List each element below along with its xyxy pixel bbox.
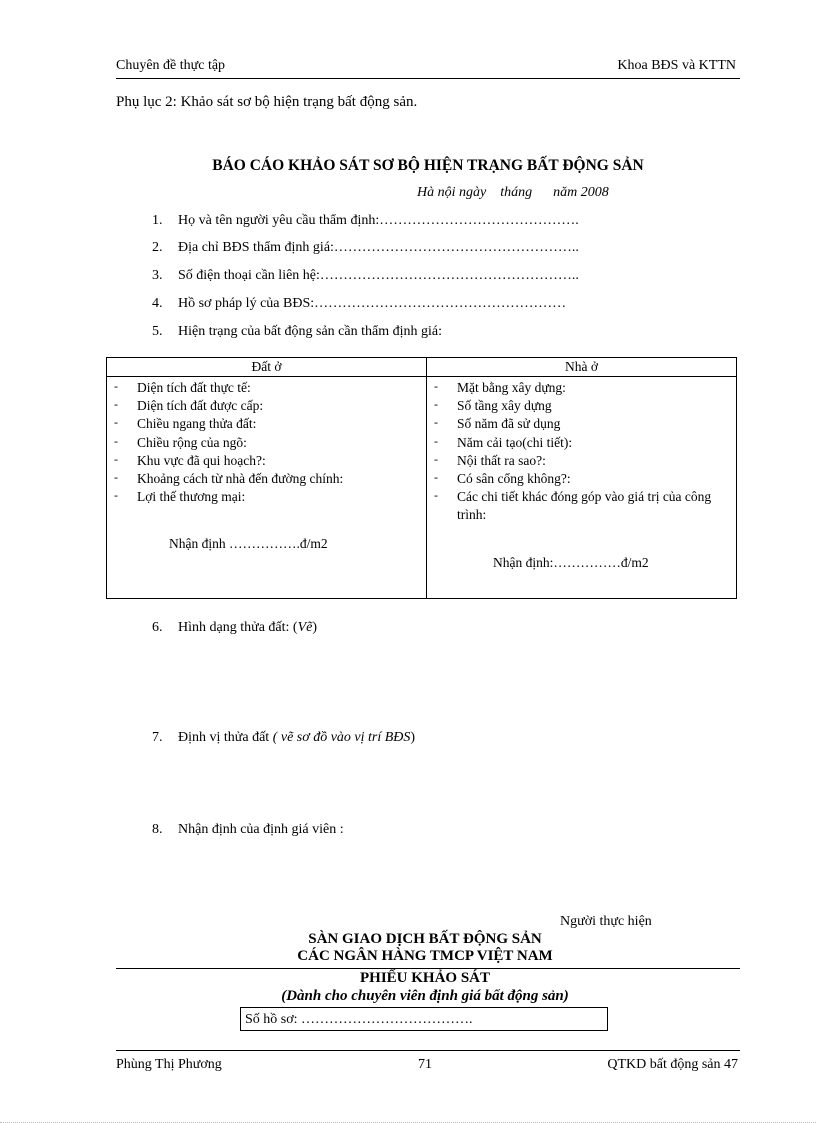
survey-form-subtitle: (Dành cho chuyên viên định giá bất động sản) — [281, 988, 569, 1004]
house-item-text: Số năm đã sử dụng — [457, 416, 561, 432]
item-number: 8. — [152, 822, 163, 837]
land-item-text: Khu vực đã qui hoạch?: — [137, 452, 266, 468]
land-item-text: Lợi thế thương mại: — [137, 489, 246, 505]
list-item — [107, 488, 426, 506]
list-item — [107, 415, 426, 433]
item-number: 6. — [152, 620, 163, 635]
list-item — [107, 434, 426, 452]
item-number: 3. — [152, 268, 163, 283]
item-text: Định vị thửa đất — [178, 730, 273, 745]
bullet-dash: - — [114, 451, 118, 466]
file-number-box: Số hồ sơ: ………………………………. — [240, 1007, 608, 1031]
bank-name: CÁC NGÂN HÀNG TMCP VIỆT NAM — [297, 948, 553, 964]
land-conclusion: Nhận định …………….đ/m2 — [169, 536, 328, 552]
bullet-dash: - — [434, 433, 438, 448]
table-cell-house — [427, 377, 737, 599]
bullet-dash: - — [114, 488, 118, 503]
signer-label: Người thực hiện — [560, 914, 652, 929]
land-item-text: Chiều rộng của ngõ: — [137, 434, 247, 450]
item-text: Hiện trạng của bất động sản cần thẩm định giá: — [178, 324, 442, 339]
header-right: Khoa BĐS và KTTN — [617, 58, 736, 73]
land-item-text: Diện tích đất được cấp: — [137, 398, 264, 414]
house-item-text: Số tầng xây dựng — [457, 398, 552, 414]
bullet-dash: - — [434, 451, 438, 466]
list-item — [152, 324, 442, 340]
item-text: Địa chỉ BĐS thẩm định giá:…………………………………………….. — [178, 240, 579, 255]
house-item-text: Mặt bằng xây dựng: — [457, 380, 566, 395]
item-number: 4. — [152, 296, 163, 311]
item-close: ) — [410, 730, 416, 745]
list-item-appraiser — [152, 822, 344, 838]
item-text: Họ và tên người yêu cầu thẩm định:……………………………………. — [178, 213, 579, 228]
item-italic: Vẽ — [297, 620, 313, 635]
bullet-dash: - — [114, 379, 118, 393]
house-item-text: Các chi tiết khác đóng góp vào giá trị của công trình: — [457, 489, 712, 523]
list-item — [107, 397, 426, 415]
bullet-dash: - — [434, 488, 438, 503]
bullet-dash: - — [434, 415, 438, 430]
bullet-dash: - — [114, 397, 118, 412]
list-item — [107, 470, 426, 488]
list-item — [427, 415, 736, 433]
house-item-text: Năm cải tạo(chi tiết): — [457, 434, 573, 450]
table-header-house: Nhà ở — [427, 358, 737, 377]
list-item — [107, 379, 426, 397]
item-close: ) — [312, 620, 317, 635]
item-number: 2. — [152, 240, 163, 255]
report-date-line: Hà nội ngày tháng năm 2008 — [417, 185, 609, 200]
item-italic: ( vẽ sơ đồ vào vị trí BĐS — [272, 730, 411, 745]
list-item-location — [152, 730, 415, 746]
appendix-title: Phụ lục 2: Khảo sát sơ bộ hiện trạng bất động sản. — [116, 94, 418, 110]
house-conclusion: Nhận định:……………đ/m2 — [493, 554, 649, 570]
report-title: BÁO CÁO KHẢO SÁT SƠ BỘ HIỆN TRẠNG BẤT ĐỘNG SẢN — [212, 157, 644, 174]
bullet-dash: - — [114, 433, 118, 448]
bullet-dash: - — [114, 415, 118, 430]
house-item-text: Có sân cổng không?: — [457, 471, 571, 487]
page-number: 71 — [418, 1057, 432, 1072]
footer-rule — [116, 1050, 740, 1051]
status-table — [106, 357, 737, 599]
list-item — [427, 379, 736, 397]
list-item — [152, 296, 566, 312]
header-rule — [116, 78, 740, 79]
list-item — [107, 452, 426, 470]
list-item — [427, 488, 717, 524]
item-text: Số điện thoại cần liên hệ:……………………………………………….. — [178, 268, 579, 283]
item-number: 5. — [152, 324, 163, 339]
item-number: 7. — [152, 730, 163, 745]
list-item-shape — [152, 620, 317, 636]
land-item-text: Khoảng cách từ nhà đến đường chính: — [137, 471, 344, 487]
item-text: Nhận định của định giá viên : — [178, 822, 344, 837]
list-item — [427, 470, 736, 488]
block-rule — [116, 968, 740, 969]
land-item-text: Chiều ngang thửa đất: — [137, 416, 257, 432]
item-text: Hình dạng thửa đất: ( — [178, 620, 298, 635]
exchange-name: SÀN GIAO DỊCH BẤT ĐỘNG SẢN — [308, 931, 542, 947]
footer-course: QTKD bất động sản 47 — [607, 1057, 738, 1072]
list-item — [427, 434, 736, 452]
house-item-text: Nội thất ra sao?: — [457, 452, 546, 468]
item-text: Hồ sơ pháp lý của BĐS:……………………………………………… — [178, 296, 567, 311]
table-header-land: Đất ở — [107, 358, 427, 377]
list-item — [152, 240, 579, 256]
survey-form-title: PHIẾU KHẢO SÁT — [359, 970, 491, 986]
bullet-dash: - — [434, 470, 438, 485]
list-item — [427, 397, 736, 415]
item-number: 1. — [152, 213, 163, 228]
list-item — [152, 268, 579, 284]
list-item — [152, 213, 579, 229]
bullet-dash: - — [114, 470, 118, 485]
header-left: Chuyên đề thực tập — [116, 58, 226, 73]
footer-author: Phùng Thị Phương — [116, 1057, 222, 1072]
list-item — [427, 452, 736, 470]
bullet-dash: - — [434, 397, 438, 412]
bullet-dash: - — [434, 379, 438, 393]
table-cell-land — [107, 377, 427, 599]
land-item-text: Diện tích đất thực tế: — [137, 380, 251, 395]
